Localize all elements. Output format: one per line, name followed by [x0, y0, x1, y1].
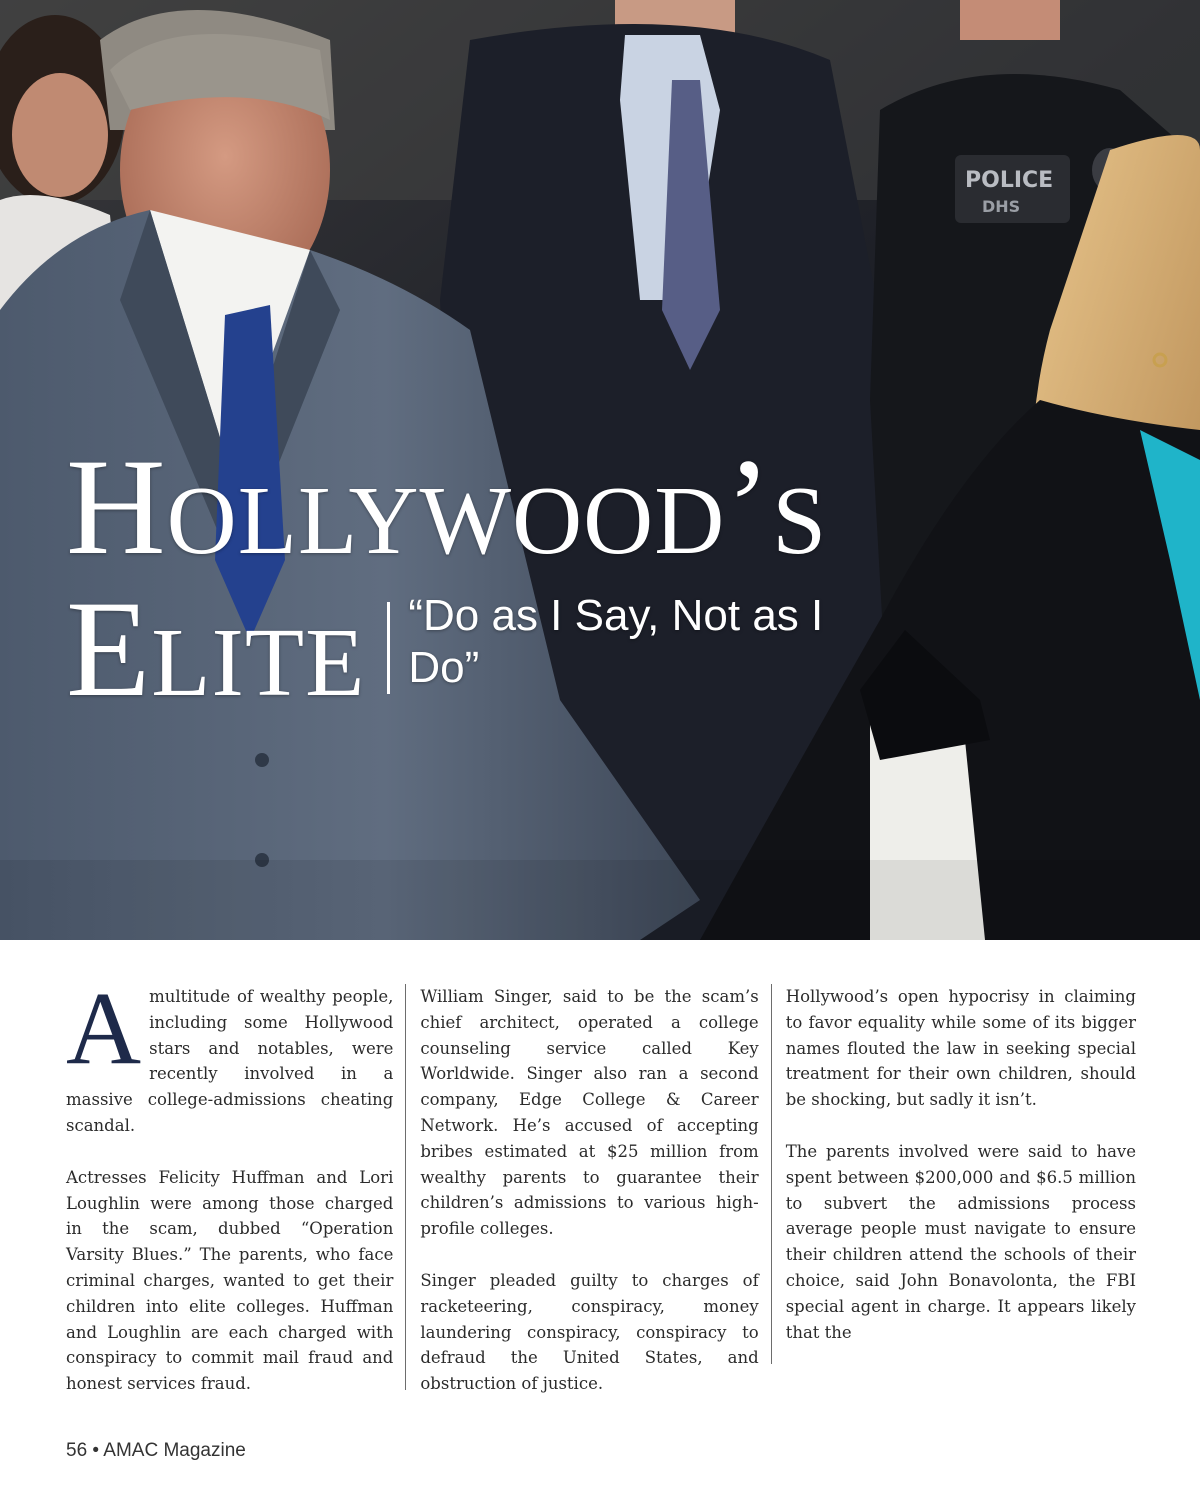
drop-cap: A	[66, 971, 142, 1086]
title-line-elite: Elite	[66, 572, 366, 725]
article-column-2	[406, 984, 770, 1394]
title-line-hollywoods: Hollywood’s	[66, 430, 828, 583]
title-line-elite-row	[66, 572, 848, 725]
paragraph-1-text: multitude of wealthy people, including some Hollywood stars and notables, were recently involved in a massive college-admissions cheating scandal.	[66, 987, 394, 1135]
article-column-3	[772, 984, 1136, 1394]
article-body	[66, 971, 1136, 1394]
police-badge-text: POLICE	[965, 168, 1054, 193]
paragraph-5: Hollywood’s open hypocrisy in claiming to favor equality while some of its bigger names flouted the law in seeking special treatment for their own children, should be shocking, but sadly it isn’t.	[785, 987, 1136, 1110]
police-badge-subtext: DHS	[982, 197, 1021, 216]
paragraph-3: William Singer, said to be the scam’s chief architect, operated a college counseling service called Key Worldwide. Singer also ran a second company, Edge College & Career Network. He’s accused of accepting bribes estimated at $25 million from wealthy parents to guarantee their children’s admissions to various high-profile colleges.	[420, 987, 759, 1239]
paragraph-1	[66, 971, 394, 1139]
page-footer: 56 • AMAC Magazine	[66, 1440, 246, 1461]
article-title	[66, 430, 848, 725]
paragraph-4: Singer pleaded guilty to charges of racketeering, conspiracy, money laundering conspiracy, conspiracy to defraud the United States, and obstruction of justice.	[420, 1270, 759, 1394]
title-divider	[387, 602, 390, 694]
paragraph-6: The parents involved were said to have spent between $200,000 and $6.5 million to subvert the admissions process average people must navigate to ensure their children attend the schools of their choice, said John Bonavolonta, the FBI special agent in charge. It appears likely that the	[785, 1141, 1136, 1342]
paragraph-2: Actresses Felicity Huffman and Lori Loughlin were among those charged in the scam, dubbed “Operation Varsity Blues.” The parents, who face criminal charges, wanted to get their children into elite colleges. Huffman and Loughlin are each charged with conspiracy to commit mail fraud and honest services fraud.	[66, 1167, 394, 1394]
article-column-1	[66, 971, 405, 1394]
article-subtitle: “Do as I Say, Not as I Do”	[408, 591, 824, 692]
